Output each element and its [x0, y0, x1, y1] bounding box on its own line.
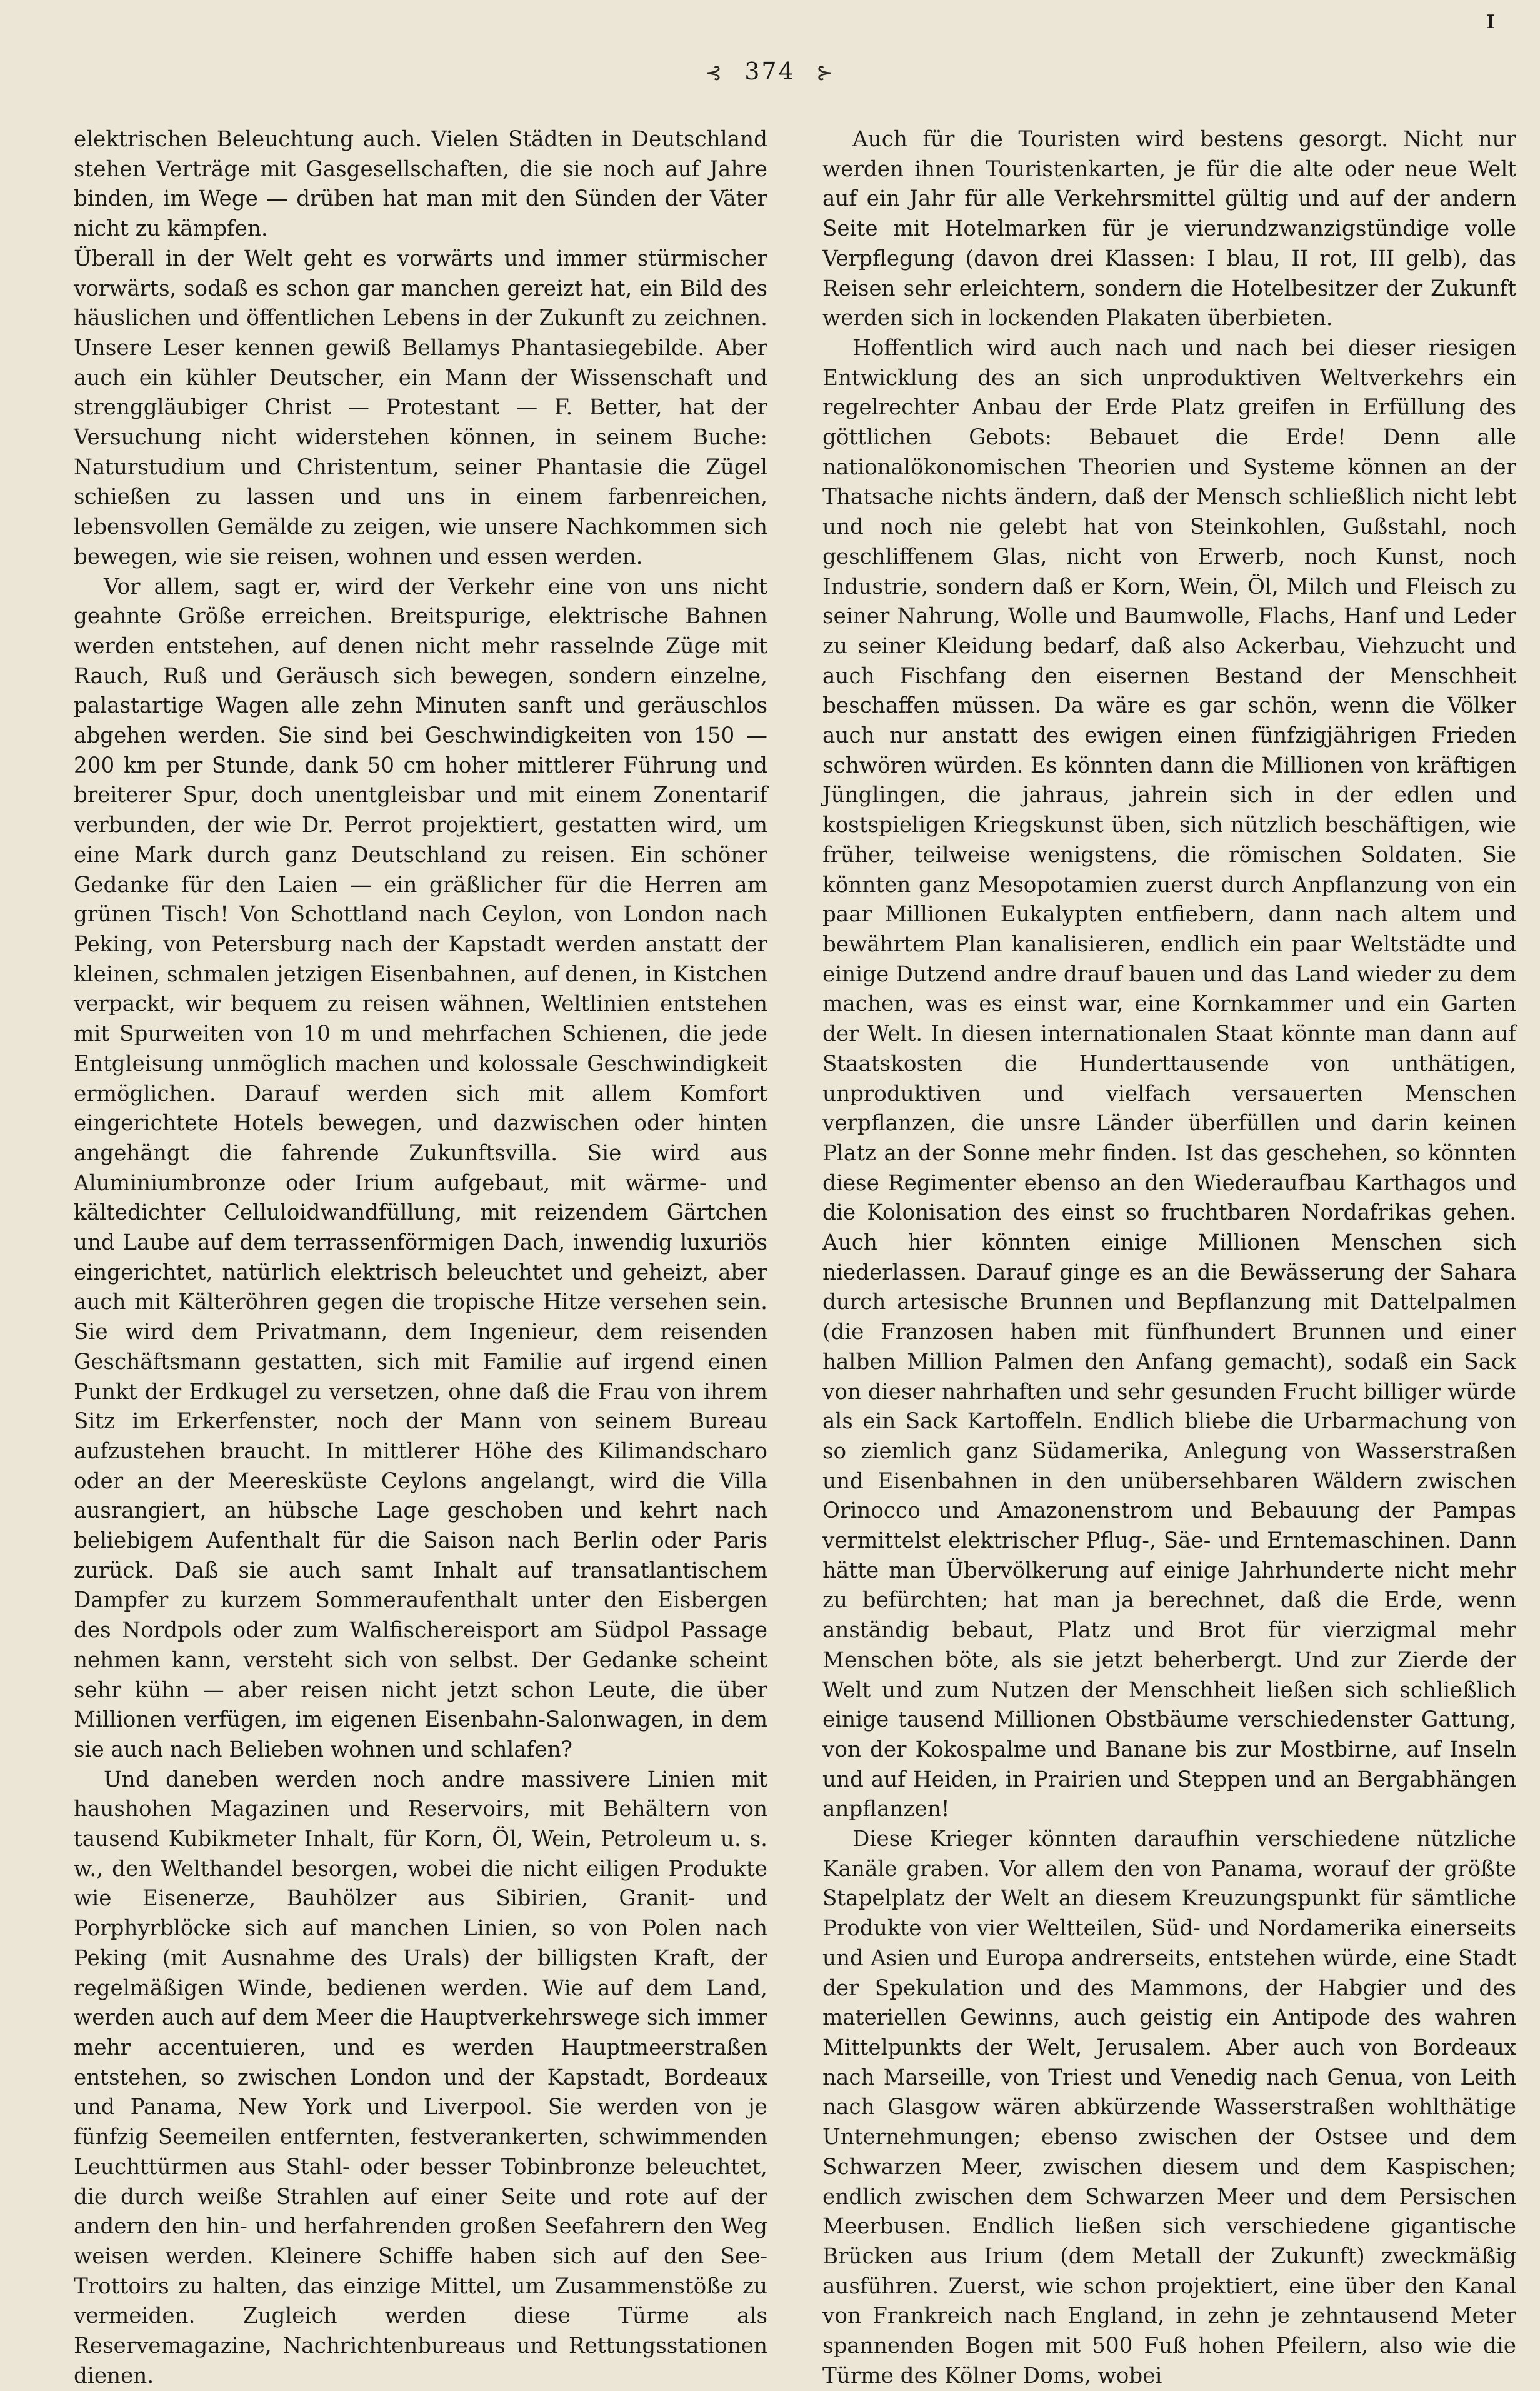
ornament-right-icon: ⊱: [816, 61, 835, 84]
paragraph: Überall in der Welt geht es vorwärts und immer stürmischer vorwärts, sodaß es schon gar manchen gereizt hat, ein Bild des häuslichen und öffentlichen Lebens in der Zukunft zu zeichnen. Unsere Leser kennen gewiß Bellamys Phantasiegebilde. Aber auch ein kühler Deutscher, ein Mann der Wissenschaft und strenggläubiger Christ — Protestant — F. Better, hat der Versuchung nicht widerstehen können, in seinem Buche: Naturstudium und Christentum, seiner Phantasie die Zügel schießen zu lassen und uns in einem farbenreichen, lebensvollen Gemälde zu zeigen, wie unsere Nachkommen sich bewegen, wie sie reisen, wohnen und essen werden.: [74, 246, 768, 569]
page-header: [0, 58, 1540, 85]
page-corner-mark: I: [1486, 11, 1495, 33]
paragraph: Hoffentlich wird auch nach und nach bei dieser riesigen Entwicklung des an sich unproduktiven Weltverkehrs ein regelrechter Anbau der Erde Platz greifen in Erfüllung des göttlichen Gebots: Bebauet die Erde! Denn alle nationalökonomischen Theorien und Systeme können an der Thatsache nichts ändern, daß der Mensch schließlich nicht lebt und noch nie gelebt hat von Steinkohlen, Gußstahl, noch geschliffenem Glas, nicht von Erwerb, noch Kunst, noch Industrie, sondern daß er Korn, Wein, Öl, Milch und Fleisch zu seiner Nahrung, Wolle und Baumwolle, Flachs, Hanf und Leder zu seiner Kleidung bedarf, daß also Ackerbau, Viehzucht und auch Fischfang den eisernen Bestand der Menschheit beschaffen müssen. Da wäre es gar schön, wenn die Völker auch nur anstatt des ewigen einen fünfzigjährigen Frieden schwören würden. Es könnten dann die Millionen von kräftigen Jünglingen, die jahraus, jahrein sich in der edlen und kostspieligen Kriegskunst üben, sich nützlich beschäftigen, wie früher, teilweise wenigstens, die römischen Soldaten. Sie könnten ganz Mesopotamien zuerst durch Anpflanzung von ein paar Millionen Eukalypten entfiebern, dann nach altem und bewährtem Plan kanalisieren, endlich ein paar Weltstädte und einige Dutzend andre drauf bauen und das Land wieder zu dem machen, was es einst war, eine Kornkammer und ein Garten der Welt. In diesen internationalen Staat könnte man dann auf Staatskosten die Hunderttausende von unthätigen, unproduktiven und vielfach versauerten Menschen verpflanzen, die unsre Länder überfüllen und darin keinen Platz an der Sonne mehr finden. Ist das geschehen, so könnten diese Regimenter ebenso an den Wiederaufbau Karthagos und die Kolonisation des einst so fruchtbaren Nordafrikas gehen. Auch hier könnten einige Millionen Menschen sich niederlassen. Darauf ginge es an die Bewässerung der Sahara durch artesische Brunnen und Bepflanzung mit Dattelpalmen (die Franzosen haben mit fünfhundert Brunnen und einer halben Million Palmen den Anfang gemacht), sodaß ein Sack von dieser nahrhaften und sehr gesunden Frucht billiger würde als ein Sack Kartoffeln. Endlich bliebe die Urbarmachung von so ziemlich ganz Südamerika, Anlegung von Wasserstraßen und Eisenbahnen in den unübersehbaren Wäldern zwischen Orinocco und Amazonenstrom und Bebauung der Pampas vermittelst elektrischer Pflug-, Säe- und Erntemaschinen. Dann hätte man Übervölkerung auf einige Jahrhunderte nicht mehr zu befürchten; hat man ja berechnet, daß die Erde, wenn anständig bebaut, Platz und Brot für vierzigmal mehr Menschen böte, als sie jetzt beherbergt. Und zur Zierde der Welt und zum Nutzen der Menschheit ließen sich schließlich einige tausend Millionen Obstbäume verschiedenster Gattung, von der Kokospalme und Banane bis zur Mostbirne, auf Inseln und auf Heiden, in Prairien und Steppen und an Bergabhängen anpflanzen!: [822, 335, 1516, 1822]
ornament-left-icon: ⊰: [705, 61, 724, 84]
right-column: [822, 125, 1516, 2388]
paragraph: elektrischen Beleuchtung auch. Vielen Städten in Deutschland stehen Verträge mit Gasgesellschaften, die sie noch auf Jahre binden, im Wege — drüben hat man mit den Sünden der Väter nicht zu kämpfen.: [74, 127, 768, 242]
paragraph: Vor allem, sagt er, wird der Verkehr eine von uns nicht geahnte Größe erreichen. Breitspurige, elektrische Bahnen werden entstehen, auf denen nicht mehr rasselnde Züge mit Rauch, Ruß und Geräusch sich bewegen, sondern einzelne, palastartige Wagen alle zehn Minuten sanft und geräuschlos abgehen werden. Sie sind bei Geschwindigkeiten von 150 — 200 km per Stunde, dank 50 cm hoher mittlerer Führung und breiterer Spur, doch unentgleisbar und mit einem Zonentarif verbunden, der wie Dr. Perrot projektiert, gestatten wird, um eine Mark durch ganz Deutschland zu reisen. Ein schöner Gedanke für den Laien — ein gräßlicher für die Herren am grünen Tisch! Von Schottland nach Ceylon, von London nach Peking, von Petersburg nach der Kapstadt werden anstatt der kleinen, schmalen jetzigen Eisenbahnen, auf denen, in Kistchen verpackt, wir bequem zu reisen wähnen, Weltlinien entstehen mit Spurweiten von 10 m und mehrfachen Schienen, die jede Entgleisung unmöglich machen und kolossale Geschwindigkeit ermöglichen. Darauf werden sich mit allem Komfort eingerichtete Hotels bewegen, und dazwischen oder hinten angehängt die fahrende Zukunftsvilla. Sie wird aus Aluminiumbronze oder Irium aufgebaut, mit wärme- und kältedichter Celluloidwandfüllung, mit reizendem Gärtchen und Laube auf dem terrassenförmigen Dach, inwendig luxuriös eingerichtet, natürlich elektrisch beleuchtet und geheizt, aber auch mit Kälteröhren gegen die tropische Hitze versehen sein. Sie wird dem Privatmann, dem Ingenieur, dem reisenden Geschäftsmann gestatten, sich mit Familie auf irgend einen Punkt der Erdkugel zu versetzen, ohne daß die Frau von ihrem Sitz im Erkerfenster, noch der Mann von seinem Bureau aufzustehen braucht. In mittlerer Höhe des Kilimandscharo oder an der Meeresküste Ceylons angelangt, wird die Villa ausrangiert, an hübsche Lage geschoben und kehrt nach beliebigem Aufenthalt für die Saison nach Berlin oder Paris zurück. Daß sie auch samt Inhalt auf transatlantischem Dampfer zu kurzem Sommeraufenthalt unter den Eisbergen des Nordpols oder zum Walfischereisport am Südpol Passage nehmen kann, versteht sich von selbst. Der Gedanke scheint sehr kühn — aber reisen nicht jetzt schon Leute, die über Millionen verfügen, im eigenen Eisenbahn-Salonwagen, in dem sie auch nach Belieben wohnen und schlafen?: [74, 574, 768, 1762]
paragraph: Auch für die Touristen wird bestens gesorgt. Nicht nur werden ihnen Touristenkarten, je für die alte oder neue Welt auf ein Jahr für alle Verkehrsmittel gültig und auf der andern Seite mit Hotelmarken für je vierundzwanzigstündige volle Verpflegung (davon drei Klassen: I blau, II rot, III gelb), das Reisen sehr erleichtern, sondern die Hotelbesitzer der Zukunft werden sich in lockenden Plakaten überbieten.: [822, 127, 1516, 331]
paragraph: Und daneben werden noch andre massivere Linien mit haushohen Magazinen und Reservoirs, mit Behältern von tausend Kubikmeter Inhalt, für Korn, Öl, Wein, Petroleum u. s. w., den Welthandel besorgen, wobei die nicht eiligen Produkte wie Eisenerze, Bauhölzer aus Sibirien, Granit- und Porphyrblöcke sich auf manchen Linien, so von Polen nach Peking (mit Ausnahme des Urals) der billigsten Kraft, der regelmäßigen Winde, bedienen werden. Wie auf dem Land, werden auch auf dem Meer die Hauptverkehrswege sich immer mehr accentuieren, und es werden Hauptmeerstraßen entstehen, so zwischen London und der Kapstadt, Bordeaux und Panama, New York und Liverpool. Sie werden von je fünfzig Seemeilen entfernten, festverankerten, schwimmenden Leuchttürmen aus Stahl- oder besser Tobinbronze beleuchtet, die durch weiße Strahlen auf einer Seite und rote auf der andern den hin- und herfahrenden großen Seefahrern den Weg weisen werden. Kleinere Schiffe haben sich auf den See-Trottoirs zu halten, das einzige Mittel, um Zusammenstöße zu vermeiden. Zugleich werden diese Türme als Reservemagazine, Nachrichtenbureaus und Rettungsstationen dienen.: [74, 1767, 768, 2388]
paragraph: Diese Krieger könnten daraufhin verschiedene nützliche Kanäle graben. Vor allem den von Panama, worauf der größte Stapelplatz der Welt an diesem Kreuzungspunkt für sämtliche Produkte von vier Weltteilen, Süd- und Nordamerika einerseits und Asien und Europa andrerseits, entstehen würde, eine Stadt der Spekulation und des Mammons, der Habgier und des materiellen Gewinns, auch geistig ein Antipode des wahren Mittelpunkts der Welt, Jerusalem. Aber auch von Bordeaux nach Marseille, von Triest und Venedig nach Genua, von Leith nach Glasgow wären abkürzende Wasserstraßen wohlthätige Unternehmungen; ebenso zwischen der Ostsee und dem Schwarzen Meer, zwischen diesem und dem Kaspischen; endlich zwischen dem Schwarzen Meer und dem Persischen Meerbusen. Endlich ließen sich verschiedene gigantische Brücken aus Irium (dem Metall der Zukunft) zweckmäßig ausführen. Zuerst, wie schon projektiert, eine über den Kanal von Frankreich nach England, in zehn je zehntausend Meter spannenden Bogen mit 500 Fuß hohen Pfeilern, also wie die Türme des Kölner Doms, wobei: [822, 1827, 1516, 2388]
page-number: 374: [744, 58, 796, 85]
left-column: [74, 125, 768, 2388]
